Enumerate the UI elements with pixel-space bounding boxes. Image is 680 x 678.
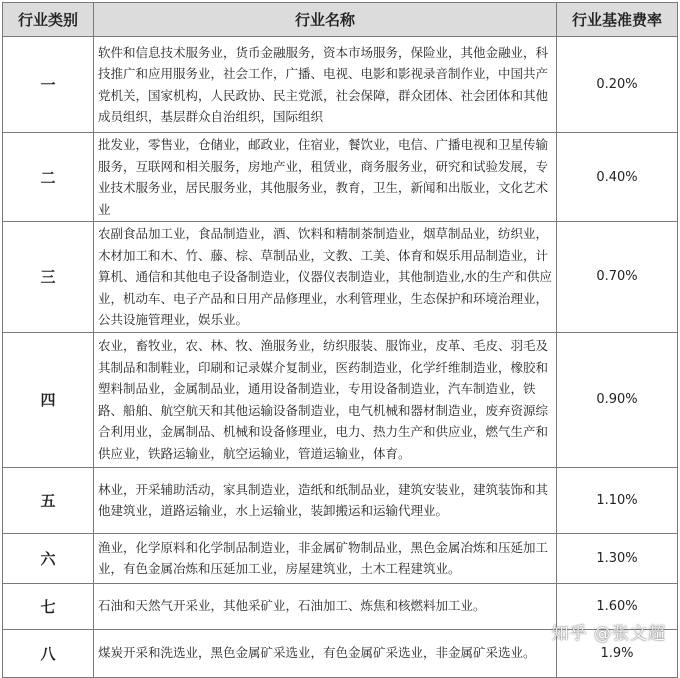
zhihu-watermark: 知乎 @张文超 <box>551 624 666 644</box>
header-row <box>3 3 678 37</box>
rate-cell: 1.30% <box>557 533 678 583</box>
table-row <box>3 467 678 533</box>
rate-cell: 0.70% <box>557 222 678 333</box>
industry-names-cell: 林业，开采辅助活动，家具制造业，造纸和纸制品业，建筑安装业，建筑装饰和其他建筑业，道路运输业，水上运输业，装卸搬运和运输代理业。 <box>94 467 557 533</box>
category-cell: 七 <box>3 583 94 629</box>
header-name: 行业名称 <box>94 3 557 37</box>
table-row <box>3 222 678 333</box>
table-row <box>3 133 678 222</box>
rate-cell: 1.60% <box>557 583 678 629</box>
industry-names-cell: 软件和信息技术服务业，货币金融服务，资本市场服务，保险业，其他金融业，科技推广和应用服务业，社会工作，广播、电视、电影和影视录音制作业，中国共产党机关，国家机构，人民政协、民主党派，社会保障，群众团体、社会团体和其他成员组织，基层群众自治组织，国际组织 <box>94 37 557 133</box>
industry-names-cell: 煤炭开采和洗选业，黑色金属矿采选业，有色金属矿采选业，非金属矿采选业。 <box>94 629 557 677</box>
industry-names-cell: 石油和天然气开采业，其他采矿业，石油加工、炼焦和核燃料加工业。 <box>94 583 557 629</box>
category-cell: 一 <box>3 37 94 133</box>
rate-cell: 0.90% <box>557 332 678 467</box>
category-cell: 四 <box>3 332 94 467</box>
rate-cell: 1.10% <box>557 467 678 533</box>
table-row <box>3 533 678 583</box>
table-row <box>3 332 678 467</box>
header-rate: 行业基准费率 <box>557 3 678 37</box>
industry-rate-table <box>2 2 678 678</box>
category-cell: 五 <box>3 467 94 533</box>
category-cell: 六 <box>3 533 94 583</box>
industry-names-cell: 渔业，化学原料和化学制品制造业，非金属矿物制品业，黑色金属冶炼和压延加工业，有色金属冶炼和压延加工业，房屋建筑业，土木工程建筑业。 <box>94 533 557 583</box>
industry-names-cell: 农副食品加工业，食品制造业，酒、饮料和精制茶制造业，烟草制品业，纺织业，木材加工和木、竹、藤、棕、草制品业，文教、工美、体育和娱乐用品制造业，计算机、通信和其他电子设备制造业，仪器仪表制造业，其他制造业,水的生产和供应业，机动车、电子产品和日用产品修理业，水利管理业，生态保护和环境治理业，公共设施管理业，娱乐业。 <box>94 222 557 333</box>
industry-names-cell: 农业，畜牧业，农、林、牧、渔服务业，纺织服装、服饰业，皮革、毛皮、羽毛及其制品和制鞋业，印刷和记录媒介复制业，医药制造业，化学纤维制造业，橡胶和塑料制品业，金属制品业，通用设备制造业，专用设备制造业，汽车制造业，铁路、船舶、航空航天和其他运输设备制造业，电气机械和器材制造业，废弃资源综合利用业，金属制品、机械和设备修理业，电力、热力生产和供应业，燃气生产和供应业，铁路运输业，航空运输业，管道运输业，体育。 <box>94 332 557 467</box>
category-cell: 八 <box>3 629 94 677</box>
category-cell: 三 <box>3 222 94 333</box>
table-row <box>3 37 678 133</box>
rate-cell: 1.9% <box>557 629 678 677</box>
header-category: 行业类别 <box>3 3 94 37</box>
industry-names-cell: 批发业，零售业，仓储业，邮政业，住宿业，餐饮业，电信、广播电视和卫星传输服务，互联网和相关服务，房地产业，租赁业，商务服务业，研究和试验发展，专业技术服务业，居民服务业，其他服务业，教育，卫生，新闻和出版业，文化艺术业 <box>94 133 557 222</box>
rate-cell: 0.20% <box>557 37 678 133</box>
category-cell: 二 <box>3 133 94 222</box>
rate-cell: 0.40% <box>557 133 678 222</box>
